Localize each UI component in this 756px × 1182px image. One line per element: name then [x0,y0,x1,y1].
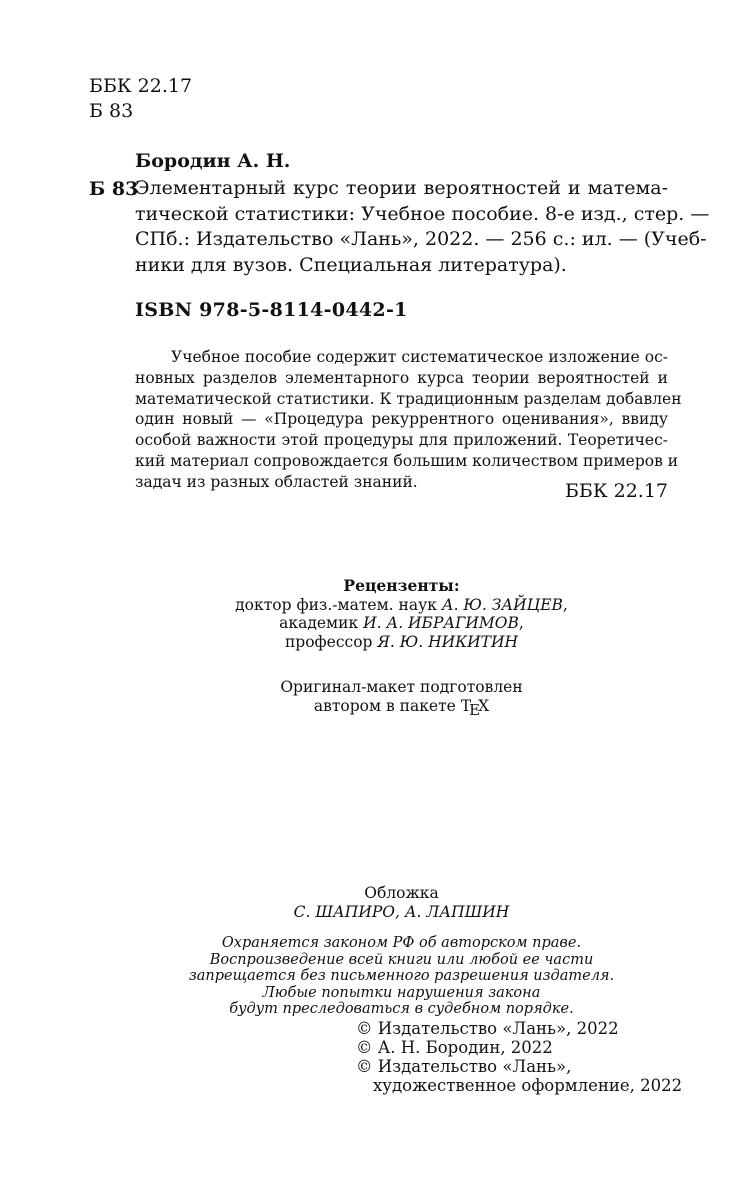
legal-line: будут преследоваться в судебном порядке. [229,1001,574,1018]
legal-line: Воспроизведение всей книги или любой ее части [209,951,594,968]
legal-line: Охраняется законом РФ об авторском праве. [221,935,582,951]
reviewer-role: академик [279,614,359,632]
description-line: Элементарный курс теории вероятностей и матема- [135,177,668,199]
description-line: ники для вузов. Специальная литература). [135,253,567,276]
reviewers-heading: Рецензенты: [343,576,460,595]
cover-label: Обложка [364,884,439,902]
bbk-index-right: ББК 22.17 [564,480,668,502]
copyright-line: © А. Н. Бородин, 2022 [356,1038,553,1057]
abstract-line: новных разделов элементарного курса теории вероятностей и [135,368,668,387]
bbk-index: ББК 22.17 [89,75,193,97]
description-line: СПб.: Издательство «Лань», 2022. — 256 с.: ил. — (Учеб- [135,228,707,250]
layout-note [135,678,668,719]
layout-note-line [135,696,668,719]
reviewer-line [135,614,668,633]
reviewer-name: А. Ю. ЗАЙЦЕВ [441,595,563,614]
reviewer-line [135,596,668,615]
reviewer-name: Я. Ю. НИКИТИН [377,632,519,651]
bibliographic-description [135,176,710,278]
abstract-line: один новый — «Процедура рекуррентного оценивания», ввиду [135,410,668,429]
copyright-line: © Издательство «Лань», 2022 [356,1019,619,1038]
abstract-line: задач из разных областей знаний. [135,472,418,491]
reviewers-block [135,577,668,651]
author-name: Бородин А. Н. [135,150,291,172]
copyright-line: художественное оформление, 2022 [373,1076,683,1095]
reviewer-suffix: , [562,595,568,614]
abstract-line: математической статистики. К традиционным разделам добавлен [135,389,682,408]
legal-line: Любые попытки нарушения закона [262,984,541,1001]
copyright-line: © Издательство «Лань», [356,1057,572,1076]
legal-line: запрещается без письменного разрешения издателя. [188,968,615,985]
bbk-index-block [89,74,192,124]
description-line: тической статистики: Учебное пособие. 8-е изд., стер. — [135,202,710,225]
abstract-line: кий материал сопровождается большим количеством примеров и [135,451,679,470]
reviewer-line [135,633,668,652]
abstract-line: Учебное пособие содержит систематическое изложение ос- [171,348,668,366]
layout-note-text: автором в пакете [313,696,456,715]
abstract [135,347,682,493]
author-code: Б 83 [89,100,134,122]
reviewer-suffix: , [518,614,524,632]
tex-logo [460,696,490,719]
tex-logo-e: E [469,700,481,719]
reviewer-role: профессор [284,632,373,651]
tex-logo-t: T [460,696,472,715]
cover-credits [135,884,668,921]
entry-code: Б 83 [89,178,139,200]
layout-note-line: Оригинал-макет подготовлен [280,678,523,696]
cover-designers: С. ШАПИРО, А. ЛАПШИН [293,902,510,921]
reviewer-name: И. А. ИБРАГИМОВ [363,614,519,632]
tex-logo-x: X [478,696,490,715]
abstract-line: особой важности этой процедуры для приложений. Теоретичес- [135,431,668,450]
copyright-block [356,1019,682,1095]
legal-notice [135,935,668,1018]
reviewer-role: доктор физ.-матем. наук [235,595,437,614]
isbn: ISBN 978-5-8114-0442-1 [135,299,408,321]
